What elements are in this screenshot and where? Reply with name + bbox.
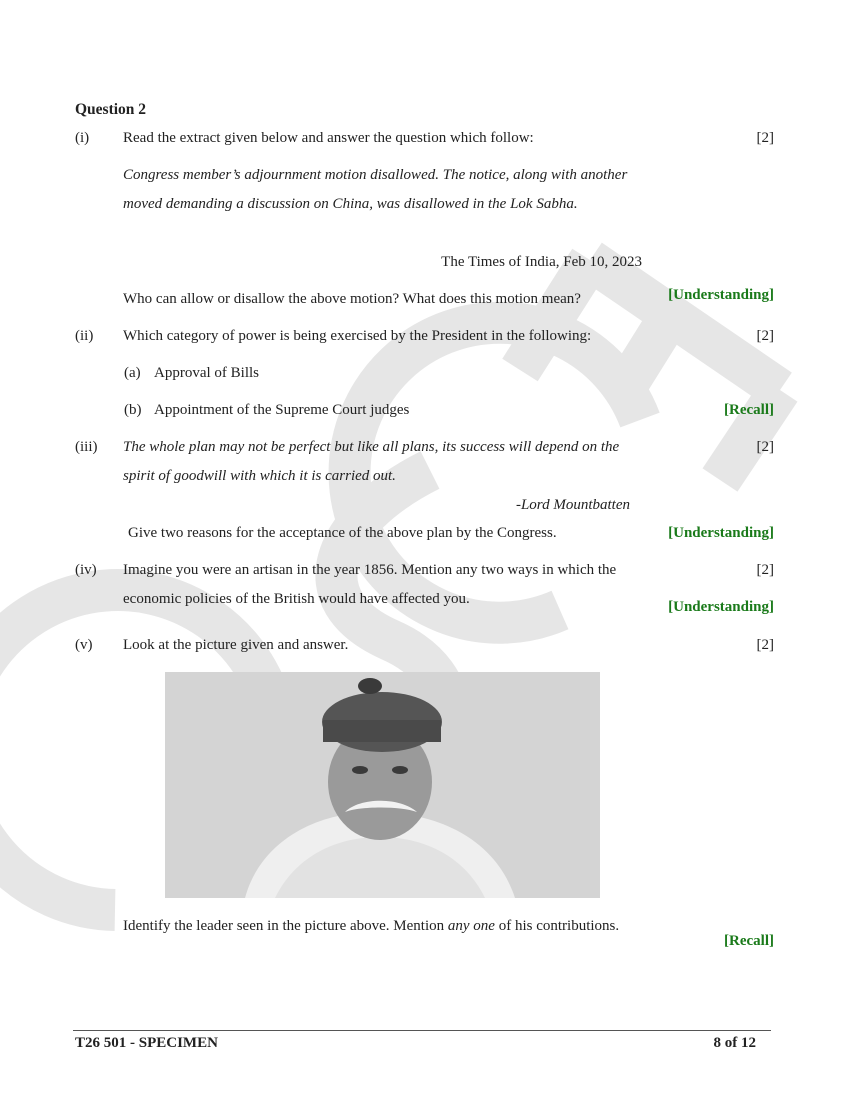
question-title: Question 2: [75, 101, 147, 118]
item-i-extract: Congress member’s adjournment motion disallowed. The notice, along with another moved demanding a discussion on China, was disallowed in the Lok Sabha.: [123, 167, 628, 212]
item-ii-marks: [2]: [756, 328, 774, 344]
item-number-iii: (iii): [75, 439, 98, 455]
leader-portrait-illustration: [165, 672, 600, 898]
item-i-prompt: Read the extract given below and answer the question which follow:: [123, 130, 534, 146]
item-number-v: (v): [75, 637, 93, 653]
item-ii-a-text: Approval of Bills: [154, 365, 259, 381]
item-i-marks: [2]: [756, 130, 774, 146]
footer-divider: [73, 1030, 771, 1031]
item-number-ii: (ii): [75, 328, 94, 344]
item-v-prompt: Look at the picture given and answer.: [123, 637, 349, 653]
footer-code: T26 501 - SPECIMEN: [75, 1035, 218, 1051]
item-v-question-emphasis: any one: [447, 918, 495, 934]
item-iv-tag: [Understanding]: [668, 599, 774, 615]
item-iii-question: Give two reasons for the acceptance of the above plan by the Congress.: [128, 525, 557, 541]
item-number-i: (i): [75, 130, 90, 146]
item-v-marks: [2]: [756, 637, 774, 653]
item-iv-question: Imagine you were an artisan in the year 1856. Mention any two ways in which the economic policies of the British would have affected you.: [123, 562, 617, 607]
item-number-iv: (iv): [75, 562, 97, 578]
item-iii-marks: [2]: [756, 439, 774, 455]
item-iii-quote: The whole plan may not be perfect but like all plans, its success will depend on the spirit of goodwill with which it is carried out.: [123, 439, 620, 484]
item-i-tag: [Understanding]: [668, 287, 774, 303]
item-i-question: Who can allow or disallow the above motion? What does this motion mean?: [123, 291, 581, 307]
item-ii-prompt: Which category of power is being exercised by the President in the following:: [123, 328, 592, 344]
item-iii-author: -Lord Mountbatten: [515, 497, 630, 513]
item-i-source: The Times of India, Feb 10, 2023: [441, 254, 642, 270]
leader-portrait-photo: [165, 672, 600, 898]
item-v-question-part1: Identify the leader seen in the picture above. Mention: [123, 918, 448, 934]
item-ii-b-label: (b): [124, 402, 142, 418]
item-iv-marks: [2]: [756, 562, 774, 578]
item-iii-tag: [Understanding]: [668, 525, 774, 541]
item-ii-tag: [Recall]: [724, 402, 774, 418]
item-ii-b-text: Appointment of the Supreme Court judges: [154, 402, 410, 418]
item-v-tag: [Recall]: [724, 933, 774, 949]
item-ii-a-label: (a): [124, 365, 141, 381]
footer-page-number: 8 of 12: [713, 1035, 756, 1051]
item-v-question-part2: of his contributions.: [494, 918, 620, 934]
item-v-question: [123, 912, 643, 940]
